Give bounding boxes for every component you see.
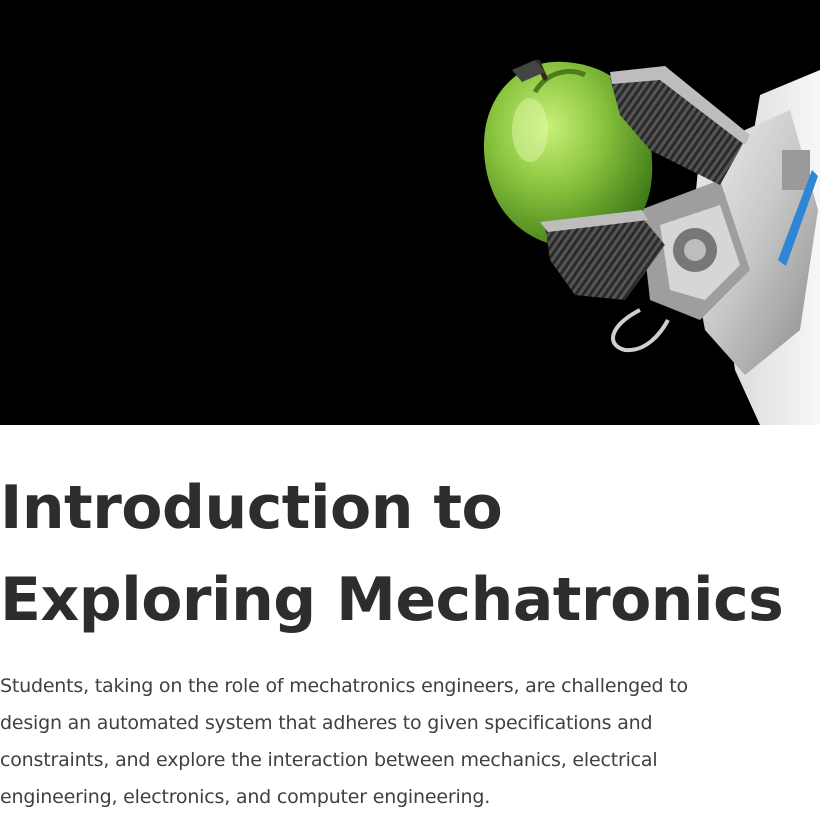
page-title: Introduction to Exploring Mechatronics: [0, 473, 784, 635]
lower-gripper-finger: [540, 210, 665, 300]
page-description: Students, taking on the role of mechatronics engineers, are challenged to design an automated system that adheres to given specifications and constraints, and explore the interaction between mechanics, electrical engineering, electronics, and computer engineering.: [0, 675, 688, 808]
